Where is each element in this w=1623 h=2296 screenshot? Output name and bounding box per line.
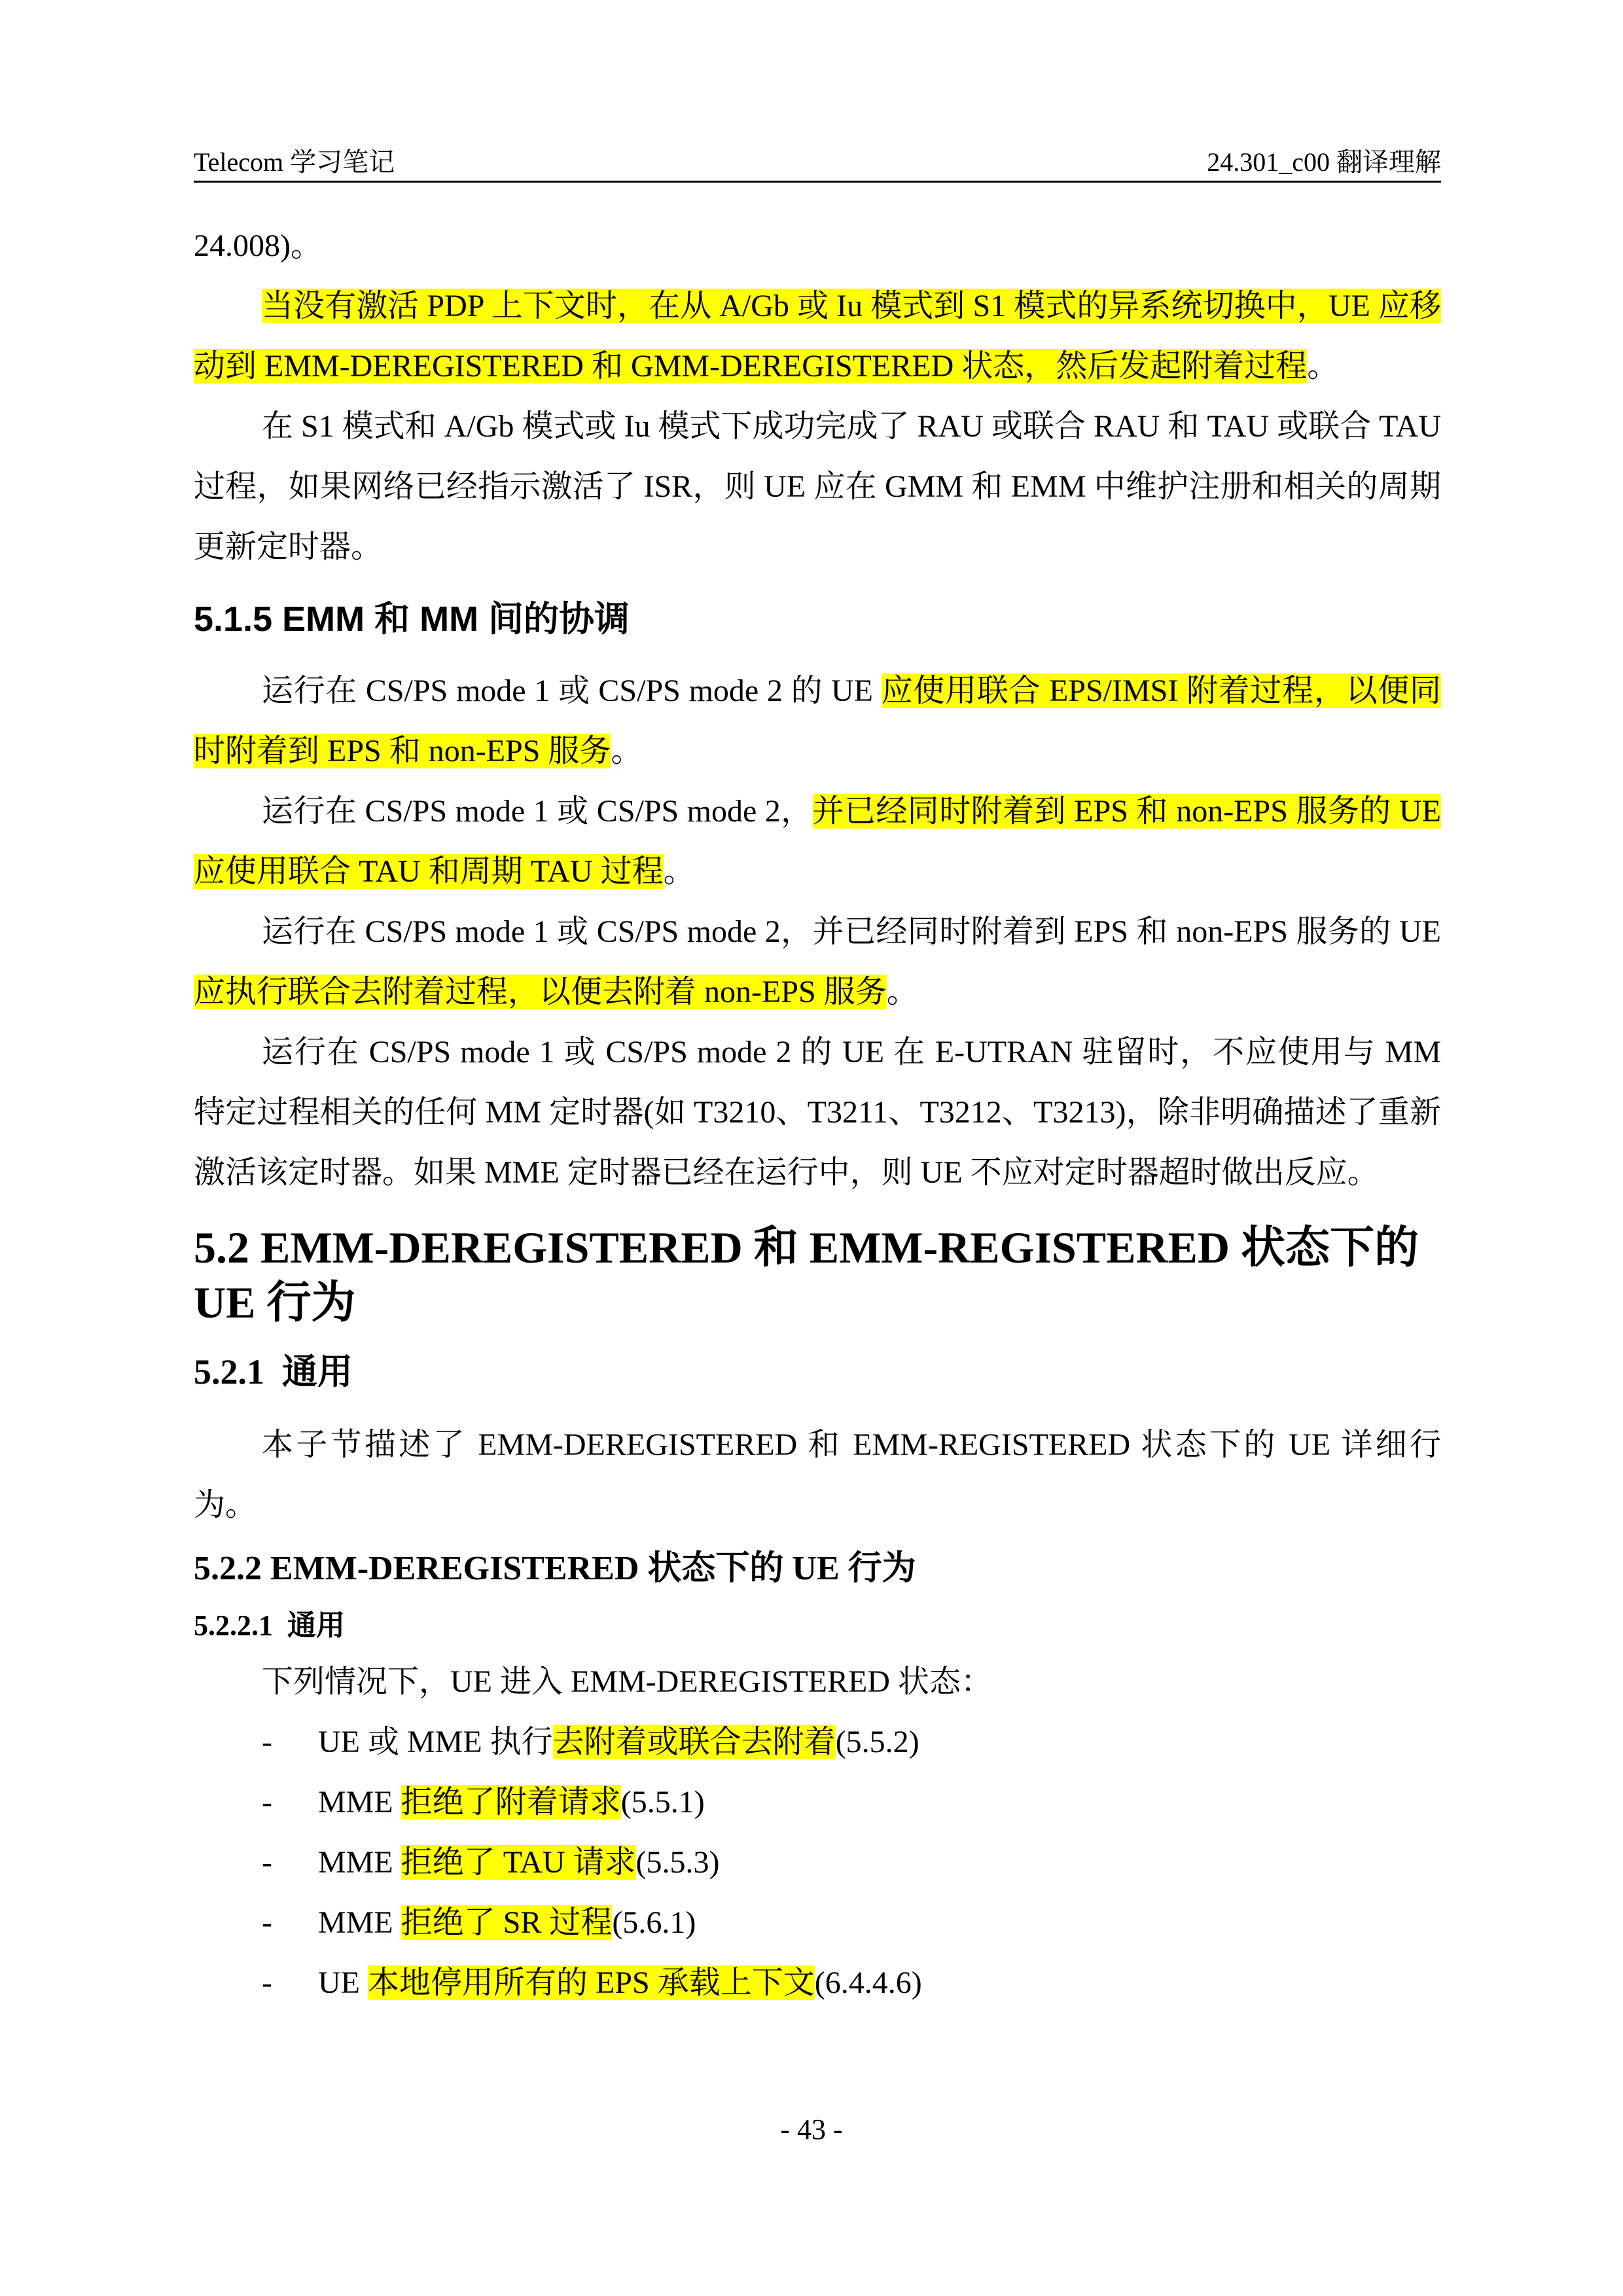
list-item-ref: (5.5.3): [635, 1845, 720, 1880]
highlighted-text: 拒绝了附着请求: [401, 1785, 621, 1820]
list-item-text: [318, 1725, 919, 1759]
paragraph-combined-detach: [194, 902, 1441, 1022]
paragraph-combined-tau: [194, 781, 1441, 902]
highlighted-text: 应使用联合 EPS/IMSI 附着过程，以便同时附着到 EPS 和 non-EPS 服务: [194, 673, 1441, 768]
list-dash: -: [262, 1965, 272, 2000]
paragraph-text: 运行在 CS/PS mode 1 或 CS/PS mode 2，: [262, 794, 813, 829]
list-item: [194, 1833, 1441, 1893]
page-header: [194, 131, 1441, 183]
list-item-pre: MME: [318, 1785, 401, 1820]
paragraph-end: 。: [1307, 349, 1339, 384]
paragraph-text: 运行在 CS/PS mode 1 或 CS/PS mode 2 的 UE: [262, 673, 882, 708]
list-item: [194, 1953, 1441, 2013]
list-item-text: [318, 1905, 696, 1940]
page-body: [194, 216, 1441, 2013]
paragraph-end: 。: [611, 734, 643, 768]
list-item-text: [318, 1785, 705, 1820]
paragraph-subclause-intro: 本子节描述了 EMM-DEREGISTERED 和 EMM-REGISTERED 状态下的 UE 详细行为。: [194, 1427, 1441, 1522]
list-item-ref: (5.5.1): [620, 1785, 705, 1820]
list-dash: -: [262, 1785, 272, 1820]
highlighted-text: 本地停用所有的 EPS 承载上下文: [367, 1965, 815, 2000]
list-item-text: [318, 1965, 922, 2000]
list-item: [194, 1772, 1441, 1833]
paragraph-mm-timers: 运行在 CS/PS mode 1 或 CS/PS mode 2 的 UE 在 E-UTRAN 驻留时，不应使用与 MM 特定过程相关的任何 MM 定时器(如 T3210、T3211、T3212、T3213)，除非明确描述了重新激活该定时器。如果 MME 定时器已经在运行中，则 UE 不应对定时器超时做出反应。: [194, 1035, 1441, 1190]
paragraph-continuation: 24.008)。: [194, 228, 322, 263]
header-title: Telecom 学习笔记: [194, 147, 395, 177]
header-doc-id: 24.301_c00 翻译理解: [1207, 147, 1441, 177]
list-item-pre: MME: [318, 1905, 401, 1940]
list-item-ref: (5.5.2): [835, 1725, 919, 1759]
paragraph-end: 。: [886, 975, 918, 1009]
list-dash: -: [262, 1905, 272, 1940]
list-item-ref: (6.4.4.6): [814, 1965, 922, 2000]
section-heading-5-1-5: 5.1.5 EMM 和 MM 间的协调: [194, 600, 630, 639]
list-item: [194, 1893, 1441, 1953]
highlighted-text: 并已经同时附着到 EPS 和 non-EPS 服务的 UE 应使用联合 TAU 和周期 TAU 过程: [194, 794, 1441, 889]
paragraph-combined-attach: [194, 661, 1441, 781]
list-item: [194, 1712, 1441, 1772]
paragraph-isr-handover: [194, 276, 1441, 397]
list-item-pre: MME: [318, 1845, 401, 1880]
list-item-pre: UE 或 MME 执行: [318, 1725, 553, 1759]
section-heading-5-2-2: 5.2.2 EMM-DEREGISTERED 状态下的 UE 行为: [194, 1550, 916, 1587]
section-heading-5-2: 5.2 EMM-DEREGISTERED 和 EMM-REGISTERED 状态下的 UE 行为: [194, 1223, 1419, 1327]
deregistered-conditions-list: [194, 1712, 1441, 2013]
list-item-ref: (5.6.1): [612, 1905, 696, 1940]
page-number: - 43 -: [780, 2113, 843, 2145]
paragraph-isr-timers: 在 S1 模式和 A/Gb 模式或 Iu 模式下成功完成了 RAU 或联合 RAU 和 TAU 或联合 TAU 过程，如果网络已经指示激活了 ISR，则 UE 应在 GMM 和 EMM 中维护注册和相关的周期更新定时器。: [194, 409, 1441, 564]
section-heading-5-2-2-1: [194, 1600, 1441, 1652]
list-item-text: [318, 1845, 719, 1880]
highlighted-text: 当没有激活 PDP 上下文时，在从 A/Gb 或 Iu 模式到 S1 模式的异系统切换中，UE 应移动到 EMM-DEREGISTERED 和 GMM-DEREGISTERED 状态，然后发起附着过程: [194, 289, 1441, 384]
highlighted-text: 去附着或联合去附着: [552, 1725, 836, 1759]
heading-number: 5.2.1: [194, 1352, 264, 1391]
paragraph-text: 运行在 CS/PS mode 1 或 CS/PS mode 2，并已经同时附着到 EPS 和 non-EPS 服务的 UE: [262, 914, 1441, 949]
heading-title: 通用: [282, 1352, 353, 1391]
highlighted-text: 应执行联合去附着过程，以便去附着 non-EPS 服务: [194, 975, 887, 1009]
heading-title: 通用: [287, 1609, 345, 1641]
highlighted-text: 拒绝了 TAU 请求: [401, 1845, 636, 1880]
list-dash: -: [262, 1845, 272, 1880]
highlighted-text: 拒绝了 SR 过程: [401, 1905, 613, 1940]
heading-number: 5.2.2.1: [194, 1609, 273, 1641]
list-item-pre: UE: [318, 1965, 368, 2000]
section-heading-5-2-1: [194, 1342, 1441, 1402]
paragraph-list-intro: 下列情况下，UE 进入 EMM-DEREGISTERED 状态：: [262, 1664, 992, 1699]
list-dash: -: [262, 1725, 272, 1759]
paragraph-end: 。: [663, 854, 695, 889]
